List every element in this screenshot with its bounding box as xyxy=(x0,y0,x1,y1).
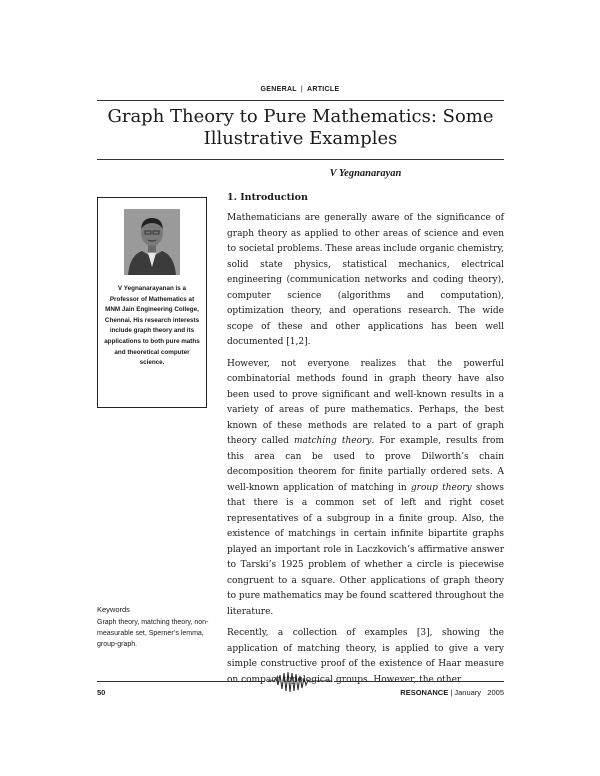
author-bio: V Yegnanarayanan is a Professor of Mathematics at MNM Jain Engineering College, Chennai. His research interests include graph theory and its applications to both pure maths and theoretical computer science. xyxy=(104,285,200,367)
paragraph-2-part-3: shows that there is a common set of left and right coset representatives of a subgroup in a finite group. Also, the existence of matchings in certain infinite bipartite graphs played an important role in Laczkovich’s affirmative answer to Tarski’s 1925 problem of whether a circle is piecewise congruent to a square. Other applications of graph theory to pure mathematics may be found scattered throughout the literature. xyxy=(227,482,505,617)
journal-name: RESONANCE xyxy=(400,688,449,697)
article-title: Graph Theory to Pure Mathematics: Some Illustrative Examples xyxy=(107,106,494,149)
emphasis-group-theory: group theory xyxy=(410,482,472,493)
header-rule xyxy=(97,100,504,101)
paragraph-3: Recently, a collection of examples [3], showing the application of matching theory, is applied to give a very simple constructive proof of the existence of Haar measure on compact topological groups. However, the other xyxy=(227,628,504,685)
section-heading: 1. Introduction xyxy=(227,192,308,203)
author-photo xyxy=(124,209,180,275)
emphasis-matching-theory: matching theory xyxy=(293,436,372,446)
paragraph-2-part-1: However, not everyone realizes that the powerful combinatorial methods found in graph theory have also been used to prove significant and well-known results in a variety of areas of pure mathematics. Perhaps, the best known of these methods are related to a part of graph theory called xyxy=(227,358,504,446)
wave-ornament-icon xyxy=(268,671,332,693)
footer-rule-right xyxy=(334,681,504,682)
footer-rule-left xyxy=(97,681,265,682)
page-number: 50 xyxy=(97,688,106,697)
paragraph-2-part-2: . For example, results from this area can be used to prove Dilworth’s chain decomposition theorem for finite partially ordered sets. A well-known application of matching in xyxy=(227,436,504,493)
header-section: GENERAL xyxy=(260,86,297,93)
header-type: ARTICLE xyxy=(307,86,340,93)
running-header xyxy=(0,86,600,93)
article-body xyxy=(227,211,504,694)
paragraph-1: Mathematicians are generally aware of the significance of graph theory as applied to other areas of science and even to societal problems. These areas include organic chemistry, solid state physics, statistical mechanics, electrical engineering (communication networks and coding theory), computer science (algorithms and computation), optimization theory, and operations research. The wide scope of these and other applications has been well documented [1,2]. xyxy=(227,213,504,347)
author-bio-box xyxy=(97,197,207,408)
issue-date: January 2005 xyxy=(454,688,504,697)
footer-journal xyxy=(390,688,504,697)
footer-separator: | xyxy=(450,688,453,697)
author-name: V Yegnanarayan xyxy=(329,168,402,179)
keywords-text: Graph theory, matching theory, non-measurable set, Sperner’s lemma, group-graph. xyxy=(97,619,209,648)
title-rule xyxy=(97,159,504,160)
keywords-heading: Keywords xyxy=(97,605,130,614)
header-separator: | xyxy=(300,86,303,93)
paragraph-2 xyxy=(227,357,504,621)
